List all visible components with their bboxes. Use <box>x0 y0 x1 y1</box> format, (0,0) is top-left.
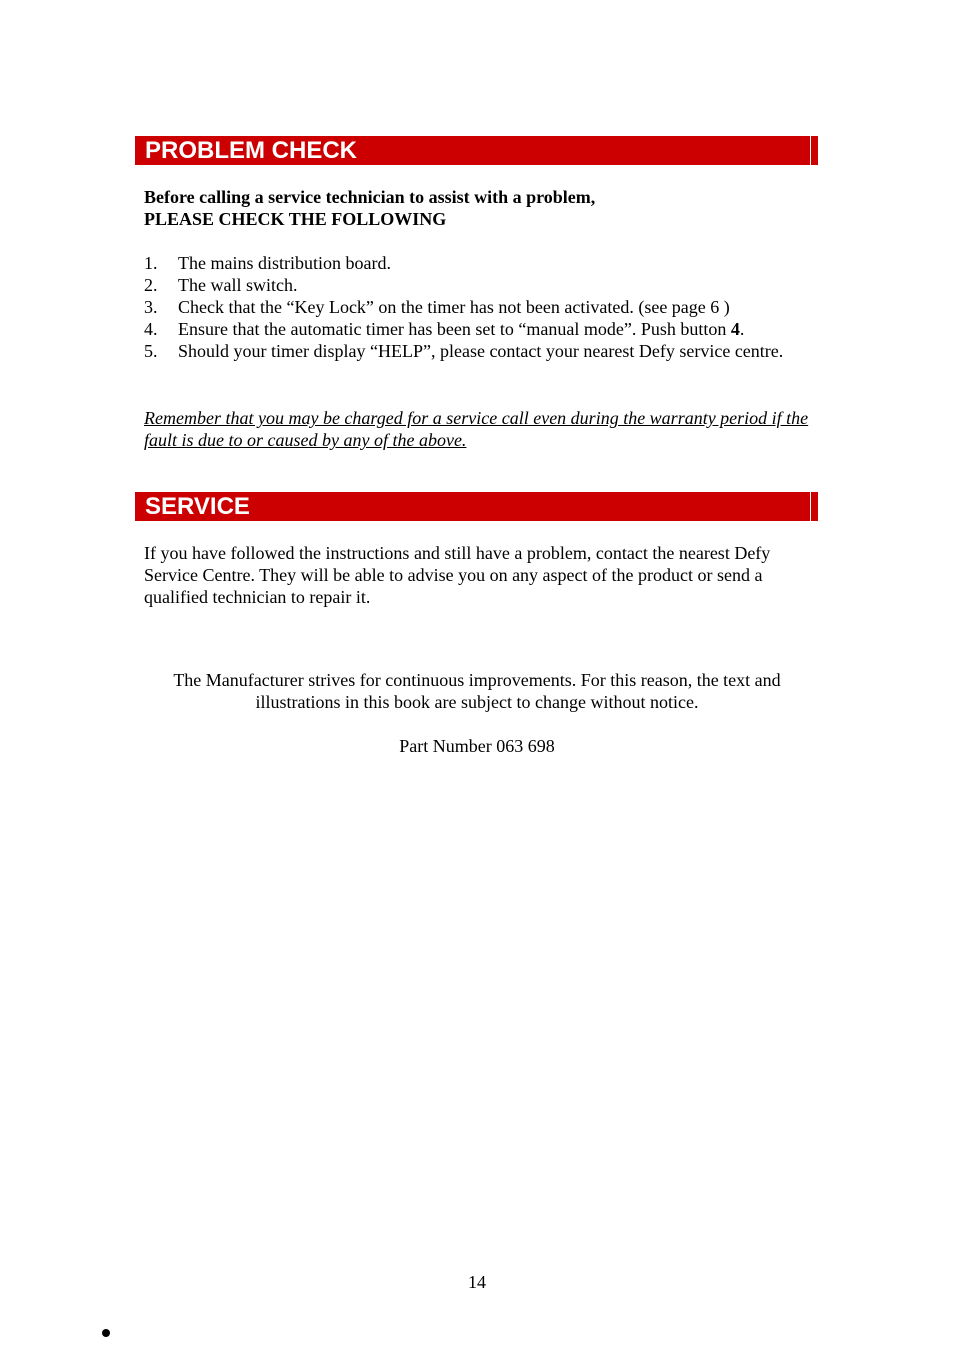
list-item-number: 3. <box>144 297 158 317</box>
list-item-text: Ensure that the automatic timer has been set to “manual mode”. Push button <box>178 319 731 339</box>
banner-edge-line <box>810 136 811 165</box>
list-item <box>144 340 804 362</box>
list-item <box>144 274 804 296</box>
manufacturer-notice: The Manufacturer strives for continuous improvements. For this reason, the text and illustrations in this book are subject to change without notice. <box>173 670 781 712</box>
problem-check-heading: PROBLEM CHECK <box>145 137 358 164</box>
list-item-text: Check that the “Key Lock” on the timer has not been activated. (see page 6 ) <box>178 297 730 317</box>
bullet-icon <box>102 1329 110 1337</box>
page-number: 14 <box>468 1272 486 1292</box>
problem-check-intro <box>144 186 814 230</box>
service-heading: SERVICE <box>145 493 250 520</box>
intro-line-2: PLEASE CHECK THE FOLLOWING <box>144 209 447 229</box>
problem-checklist <box>144 252 804 362</box>
list-item-number: 5. <box>144 341 158 361</box>
service-paragraph: If you have followed the instructions and still have a problem, contact the nearest Defy Service Centre. They will be able to advise you on any aspect of the product or send a qualified technician to repair it. <box>144 543 771 607</box>
list-item-text: The wall switch. <box>178 275 298 295</box>
part-number: Part Number 063 698 <box>399 736 555 756</box>
list-item-number: 4. <box>144 319 158 339</box>
list-item <box>144 318 804 340</box>
list-item <box>144 296 804 318</box>
list-item-text-end: . <box>739 319 745 339</box>
list-item-text: The mains distribution board. <box>178 253 391 273</box>
banner-edge-line <box>810 492 811 521</box>
warranty-warning: Remember that you may be charged for a service call even during the warranty period if the fault is due to or caused by any of the above. <box>144 408 809 450</box>
problem-check-banner <box>135 136 818 165</box>
intro-line-1: Before calling a service technician to assist with a problem, <box>144 187 596 207</box>
list-item-number: 2. <box>144 275 158 295</box>
button-number: 4 <box>730 319 740 339</box>
list-item-text: Should your timer display “HELP”, please contact your nearest Defy service centre. <box>178 341 784 361</box>
list-item-number: 1. <box>144 253 158 273</box>
service-banner <box>135 492 818 521</box>
list-item <box>144 252 804 274</box>
